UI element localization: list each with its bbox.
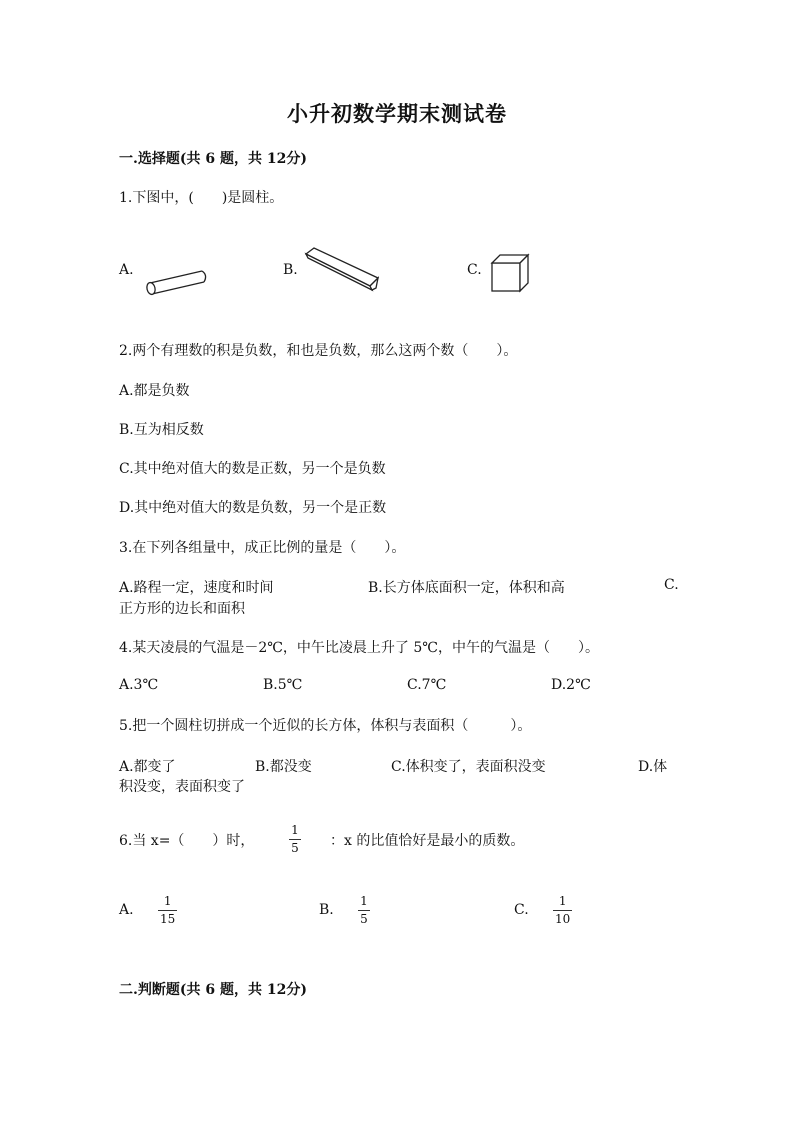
q5-option-a: A.都变了: [119, 759, 176, 775]
cube-figure: [488, 251, 532, 295]
section-heading-choice: 一.选择题(共 6 题，共 12分): [119, 151, 307, 167]
q4-option-a: A.3℃: [119, 677, 159, 693]
q2-option-c: C.其中绝对值大的数是正数，另一个是负数: [119, 461, 386, 477]
page-title: 小升初数学期末测试卷: [287, 101, 507, 126]
q6-option-b-numerator: 1: [360, 894, 368, 908]
q3-option-b: B.长方体底面积一定，体积和高: [368, 580, 565, 596]
question-2-stem: 2.两个有理数的积是负数，和也是负数，那么这两个数（ ）。: [119, 343, 518, 359]
q6-option-b-label: B.: [319, 902, 334, 918]
q3-option-c-label: C.: [664, 577, 679, 593]
fraction-bar: [358, 910, 370, 911]
q6-stem-fraction-denominator: 5: [291, 841, 299, 855]
q6-option-c-label: C.: [514, 902, 529, 918]
fraction-bar: [158, 910, 177, 911]
q6-option-c-fraction: [553, 894, 572, 927]
q2-option-d: D.其中绝对值大的数是负数，另一个是正数: [119, 500, 387, 516]
q5-option-b: B.都没变: [255, 759, 312, 775]
q6-option-a-fraction: [158, 894, 177, 927]
question-1-stem: 1.下图中，( )是圆柱。: [119, 190, 284, 206]
triangular-prism-figure: [302, 244, 382, 294]
question-6-stem-suffix: ：x 的比值恰好是最小的质数。: [330, 833, 525, 849]
question-4-stem: 4.某天凌晨的气温是－2℃，中午比凌晨上升了 5℃，中午的气温是（ ）。: [119, 640, 599, 656]
q5-option-d-label: D.体: [638, 759, 668, 775]
q1-option-c-label: C.: [467, 262, 482, 278]
q3-option-a: A.路程一定，速度和时间: [119, 580, 274, 596]
q4-option-c: C.7℃: [407, 677, 447, 693]
question-6-stem-prefix: 6.当 x=（ ）时，: [119, 833, 255, 849]
q1-option-b-label: B.: [283, 262, 298, 278]
q2-option-b: B.互为相反数: [119, 422, 204, 438]
q6-option-c-numerator: 1: [558, 894, 567, 908]
question-3-stem: 3.在下列各组量中，成正比例的量是（ ）。: [119, 540, 406, 556]
q4-option-d: D.2℃: [551, 677, 591, 693]
fraction-bar: [553, 910, 572, 911]
q6-stem-fraction-numerator: 1: [291, 823, 299, 837]
q6-option-b-denominator: 5: [360, 912, 368, 926]
q6-option-c-denominator: 10: [555, 912, 571, 926]
question-5-stem: 5.把一个圆柱切拼成一个近似的长方体，体积与表面积（ ）。: [119, 718, 532, 734]
fraction-bar: [289, 839, 301, 840]
q6-option-a-label: A.: [119, 902, 134, 918]
q6-option-a-denominator: 15: [160, 912, 176, 926]
q4-option-b: B.5℃: [263, 677, 303, 693]
q5-option-c: C.体积变了，表面积没变: [391, 759, 546, 775]
q1-option-a-label: A.: [119, 262, 134, 278]
q2-option-a: A.都是负数: [119, 383, 190, 399]
q6-stem-fraction: [289, 823, 301, 856]
q5-option-d-text: 积没变，表面积变了: [119, 779, 245, 795]
section-heading-judgement: 二.判断题(共 6 题，共 12分): [119, 982, 307, 998]
q6-option-a-numerator: 1: [163, 894, 172, 908]
q3-option-c-text: 正方形的边长和面积: [119, 601, 245, 617]
cylinder-figure: [140, 266, 212, 300]
q6-option-b-fraction: [358, 894, 370, 927]
